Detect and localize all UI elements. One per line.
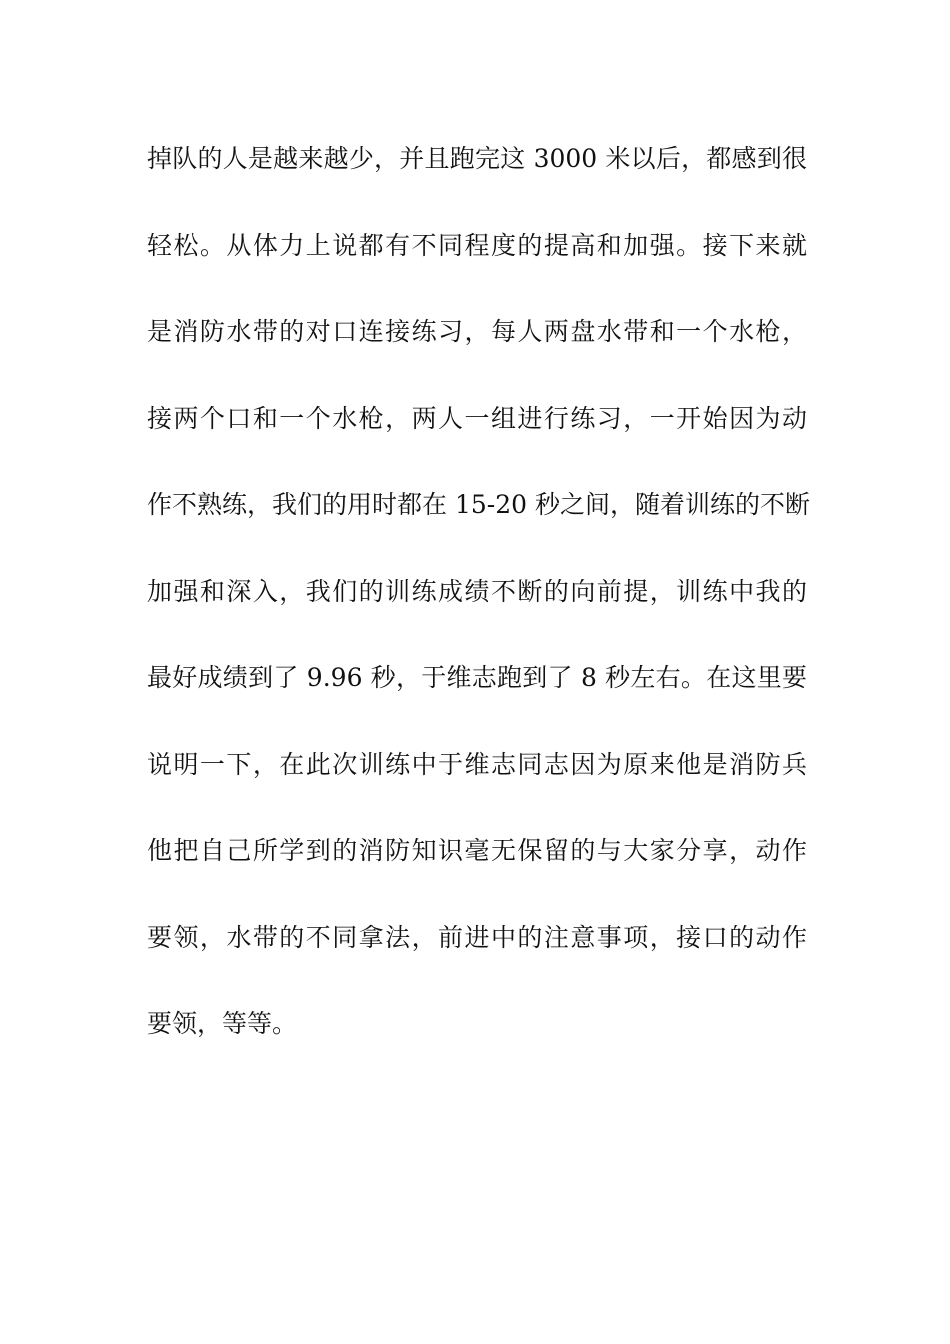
text-line: 掉队的人是越来越少，并且跑完这 3000 米以后，都感到很 <box>147 144 807 173</box>
text-line: 最好成绩到了 9.96 秒，于维志跑到了 8 秒左右。在这里要 <box>147 663 807 692</box>
text-line: 轻松。从体力上说都有不同程度的提高和加强。接下来就 <box>147 230 807 260</box>
text-line: 他把自己所学到的消防知识毫无保留的与大家分享，动作 <box>147 836 807 865</box>
text-line: 说明一下，在此次训练中于维志同志因为原来他是消防兵 <box>147 749 807 779</box>
text-line: 要领，水带的不同拿法，前进中的注意事项，接口的动作 <box>147 922 807 952</box>
text-line: 接两个口和一个水枪，两人一组进行练习，一开始因为动 <box>147 403 807 433</box>
text-line: 加强和深入，我们的训练成绩不断的向前提，训练中我的 <box>147 576 807 606</box>
text-line: 是消防水带的对口连接练习，每人两盘水带和一个水枪， <box>147 317 807 346</box>
text-line: 作不熟练，我们的用时都在 15-20 秒之间，随着训练的不断 <box>147 490 810 519</box>
body-paragraph <box>147 138 810 1090</box>
text-line: 要领，等等。 <box>147 1009 298 1038</box>
